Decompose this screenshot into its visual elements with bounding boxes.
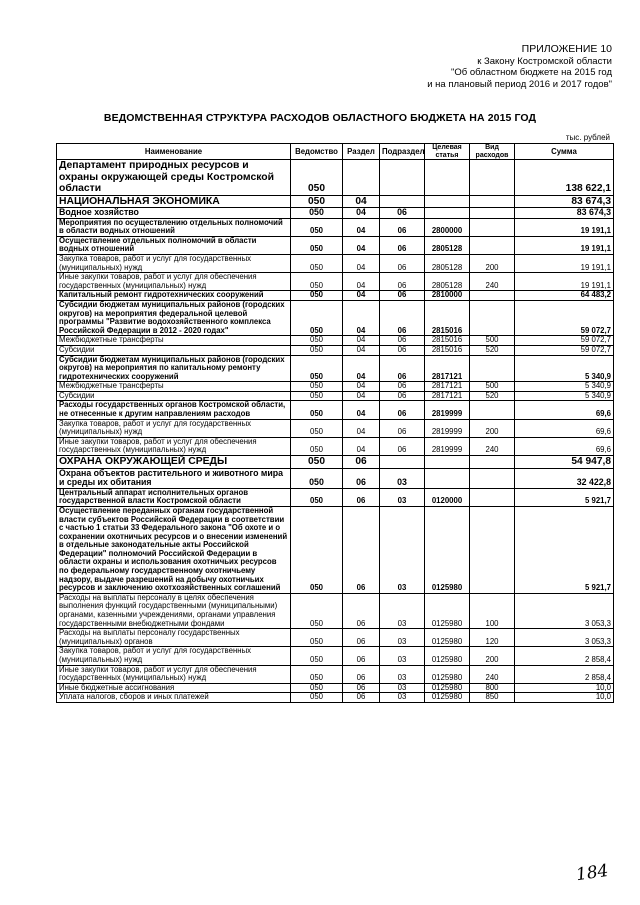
- cell-sum: 83 674,3: [515, 195, 614, 208]
- cell-vr: [470, 208, 515, 219]
- cell-podr: 06: [380, 345, 425, 355]
- cell-razd: 04: [343, 345, 380, 355]
- cell-cs: 2815016: [425, 336, 470, 346]
- cell-vr: 200: [470, 647, 515, 665]
- cell-name: Уплата налогов, сборов и иных платежей: [57, 693, 291, 703]
- cell-sum: 69,6: [515, 401, 614, 419]
- cell-razd: 06: [343, 506, 380, 593]
- cell-name: Центральный аппарат исполнительных органов государственной власти Костромской области: [57, 488, 291, 506]
- cell-podr: 03: [380, 683, 425, 693]
- cell-ved: 050: [291, 488, 343, 506]
- cell-podr: 03: [380, 468, 425, 488]
- law-title-2: и на плановый период 2016 и 2017 годов": [427, 78, 612, 90]
- cell-razd: 06: [343, 629, 380, 647]
- cell-vr: 500: [470, 336, 515, 346]
- cell-cs: 0120000: [425, 488, 470, 506]
- cell-razd: 04: [343, 273, 380, 291]
- budget-table: [56, 143, 614, 703]
- cell-vr: [470, 468, 515, 488]
- cell-ved: 050: [291, 254, 343, 272]
- cell-podr: 06: [380, 419, 425, 437]
- cell-name: Субсидии бюджетам муниципальных районов (городских округов) на мероприятия федеральной целевой программы "Развитие водохозяйственного комплекса Российской Федерации в 2012 - 2020 годах": [57, 300, 291, 335]
- page-number: 184: [574, 860, 610, 886]
- cell-podr: 03: [380, 593, 425, 628]
- cell-ved: 050: [291, 236, 343, 254]
- units-label: тыс. рублей: [565, 133, 610, 142]
- table-row: [57, 647, 614, 665]
- cell-podr: [380, 456, 425, 469]
- cell-cs: 0125980: [425, 665, 470, 683]
- table-header-row: [57, 144, 614, 160]
- cell-razd: 04: [343, 382, 380, 392]
- cell-razd: 04: [343, 236, 380, 254]
- cell-ved: 050: [291, 419, 343, 437]
- cell-ved: 050: [291, 160, 343, 196]
- table-row: [57, 355, 614, 382]
- cell-sum: 69,6: [515, 437, 614, 455]
- cell-razd: [343, 160, 380, 196]
- cell-cs: 2817121: [425, 382, 470, 392]
- cell-name: Субсидии: [57, 391, 291, 401]
- cell-razd: 06: [343, 456, 380, 469]
- cell-ved: 050: [291, 391, 343, 401]
- cell-vr: 200: [470, 419, 515, 437]
- col-header-department: Ведомство: [291, 144, 343, 160]
- cell-podr: 06: [380, 355, 425, 382]
- cell-cs: 0125980: [425, 593, 470, 628]
- cell-cs: 2805128: [425, 236, 470, 254]
- cell-name: Осуществление отдельных полномочий в области водных отношений: [57, 236, 291, 254]
- cell-sum: 69,6: [515, 419, 614, 437]
- cell-ved: 050: [291, 468, 343, 488]
- cell-cs: 0125980: [425, 647, 470, 665]
- cell-podr: 06: [380, 208, 425, 219]
- cell-ved: 050: [291, 195, 343, 208]
- table-row: [57, 195, 614, 208]
- cell-razd: 06: [343, 468, 380, 488]
- cell-podr: 03: [380, 506, 425, 593]
- cell-cs: 0125980: [425, 683, 470, 693]
- cell-razd: 04: [343, 300, 380, 335]
- cell-ved: 050: [291, 300, 343, 335]
- cell-cs: 0125980: [425, 506, 470, 593]
- cell-sum: 2 858,4: [515, 647, 614, 665]
- cell-sum: 2 858,4: [515, 665, 614, 683]
- cell-vr: 800: [470, 683, 515, 693]
- cell-vr: 520: [470, 345, 515, 355]
- cell-podr: [380, 195, 425, 208]
- appendix-header: [427, 44, 612, 90]
- cell-sum: 19 191,1: [515, 273, 614, 291]
- cell-ved: 050: [291, 218, 343, 236]
- cell-vr: [470, 160, 515, 196]
- cell-name: НАЦИОНАЛЬНАЯ ЭКОНОМИКА: [57, 195, 291, 208]
- cell-vr: 100: [470, 593, 515, 628]
- table-row: [57, 160, 614, 196]
- cell-ved: 050: [291, 382, 343, 392]
- cell-sum: 32 422,8: [515, 468, 614, 488]
- cell-sum: 5 340,9: [515, 391, 614, 401]
- cell-razd: 04: [343, 208, 380, 219]
- cell-razd: 04: [343, 336, 380, 346]
- cell-vr: 500: [470, 382, 515, 392]
- cell-name: Межбюджетные трансферты: [57, 336, 291, 346]
- cell-cs: [425, 468, 470, 488]
- cell-vr: 240: [470, 437, 515, 455]
- cell-razd: 04: [343, 437, 380, 455]
- cell-podr: 03: [380, 647, 425, 665]
- cell-podr: 06: [380, 254, 425, 272]
- table-row: [57, 336, 614, 346]
- cell-ved: 050: [291, 506, 343, 593]
- cell-cs: 2819999: [425, 419, 470, 437]
- table-row: [57, 593, 614, 628]
- table-row: [57, 693, 614, 703]
- table-row: [57, 254, 614, 272]
- cell-ved: 050: [291, 401, 343, 419]
- table-row: [57, 291, 614, 301]
- cell-cs: 2805128: [425, 273, 470, 291]
- cell-razd: 04: [343, 218, 380, 236]
- cell-podr: 06: [380, 437, 425, 455]
- cell-podr: 06: [380, 401, 425, 419]
- cell-sum: 3 053,3: [515, 593, 614, 628]
- cell-name: Иные закупки товаров, работ и услуг для обеспечения государственных (муниципальных) нужд: [57, 273, 291, 291]
- table-row: [57, 468, 614, 488]
- table-row: [57, 419, 614, 437]
- table-row: [57, 488, 614, 506]
- table-row: [57, 401, 614, 419]
- table-row: [57, 273, 614, 291]
- cell-vr: 520: [470, 391, 515, 401]
- cell-podr: 06: [380, 291, 425, 301]
- cell-sum: 138 622,1: [515, 160, 614, 196]
- cell-cs: 2810000: [425, 291, 470, 301]
- cell-name: Департамент природных ресурсов и охраны окружающей среды Костромской области: [57, 160, 291, 196]
- col-header-target-article: Целевая статья: [425, 144, 470, 160]
- cell-name: Закупка товаров, работ и услуг для государственных (муниципальных) нужд: [57, 647, 291, 665]
- cell-vr: 200: [470, 254, 515, 272]
- cell-cs: 2819999: [425, 401, 470, 419]
- cell-podr: 03: [380, 693, 425, 703]
- cell-podr: [380, 160, 425, 196]
- cell-name: Иные закупки товаров, работ и услуг для обеспечения государственных (муниципальных) нужд: [57, 665, 291, 683]
- cell-razd: 04: [343, 291, 380, 301]
- cell-ved: 050: [291, 456, 343, 469]
- cell-razd: 04: [343, 355, 380, 382]
- cell-vr: 850: [470, 693, 515, 703]
- cell-vr: [470, 355, 515, 382]
- col-header-sum: Сумма: [515, 144, 614, 160]
- cell-name: Иные бюджетные ассигнования: [57, 683, 291, 693]
- table-row: [57, 236, 614, 254]
- col-header-section: Раздел: [343, 144, 380, 160]
- col-header-name: Наименование: [57, 144, 291, 160]
- cell-cs: [425, 456, 470, 469]
- cell-name: Субсидии: [57, 345, 291, 355]
- cell-razd: 06: [343, 665, 380, 683]
- cell-podr: 06: [380, 382, 425, 392]
- cell-sum: 59 072,7: [515, 300, 614, 335]
- cell-name: ОХРАНА ОКРУЖАЮЩЕЙ СРЕДЫ: [57, 456, 291, 469]
- table-row: [57, 456, 614, 469]
- cell-name: Капитальный ремонт гидротехнических сооружений: [57, 291, 291, 301]
- cell-cs: 2819999: [425, 437, 470, 455]
- cell-name: Расходы государственных органов Костромской области, не отнесенные к другим направлениям расходов: [57, 401, 291, 419]
- cell-cs: [425, 208, 470, 219]
- cell-razd: 04: [343, 254, 380, 272]
- cell-cs: 0125980: [425, 629, 470, 647]
- cell-sum: 83 674,3: [515, 208, 614, 219]
- cell-cs: 2815016: [425, 300, 470, 335]
- cell-sum: 19 191,1: [515, 218, 614, 236]
- cell-vr: [470, 236, 515, 254]
- cell-sum: 5 921,7: [515, 506, 614, 593]
- table-row: [57, 345, 614, 355]
- cell-cs: 0125980: [425, 693, 470, 703]
- cell-sum: 5 921,7: [515, 488, 614, 506]
- cell-ved: 050: [291, 291, 343, 301]
- cell-cs: 2800000: [425, 218, 470, 236]
- cell-vr: [470, 456, 515, 469]
- cell-podr: 06: [380, 273, 425, 291]
- cell-vr: [470, 218, 515, 236]
- cell-sum: 5 340,9: [515, 382, 614, 392]
- cell-vr: [470, 195, 515, 208]
- cell-sum: 59 072,7: [515, 345, 614, 355]
- law-reference: к Закону Костромской области: [477, 55, 612, 67]
- cell-sum: 3 053,3: [515, 629, 614, 647]
- table-row: [57, 629, 614, 647]
- cell-name: Осуществление переданных органам государственной власти субъектов Российской Федерации в соответствии с частью 1 статьи 33 Федерального закона "Об охоте и о сохранении охотничьих ресурсов и о внесении изменений в отдельные законодательные акты Российской Федерации" полномочий Российской Федерации в области охраны и использования охотничьих ресурсов по федеральному государственному охотничьему надзору, выдаче разрешений на добычу охотничьих ресурсов и заключению охотхозяйственных соглашений: [57, 506, 291, 593]
- cell-podr: 03: [380, 665, 425, 683]
- cell-name: Иные закупки товаров, работ и услуг для обеспечения государственных (муниципальных) нужд: [57, 437, 291, 455]
- cell-cs: 2817121: [425, 391, 470, 401]
- law-title-1: "Об областном бюджете на 2015 год: [451, 67, 612, 78]
- cell-podr: 06: [380, 300, 425, 335]
- col-header-expense-type: Вид расходов: [470, 144, 515, 160]
- cell-cs: 2817121: [425, 355, 470, 382]
- cell-podr: 06: [380, 236, 425, 254]
- appendix-number: ПРИЛОЖЕНИЕ 10: [521, 43, 612, 55]
- cell-podr: 06: [380, 391, 425, 401]
- cell-name: Водное хозяйство: [57, 208, 291, 219]
- table-row: [57, 437, 614, 455]
- cell-ved: 050: [291, 683, 343, 693]
- cell-ved: 050: [291, 665, 343, 683]
- document-title: ВЕДОМСТВЕННАЯ СТРУКТУРА РАСХОДОВ ОБЛАСТНОГО БЮДЖЕТА НА 2015 ГОД: [103, 112, 537, 124]
- cell-sum: 10,0: [515, 683, 614, 693]
- cell-podr: 06: [380, 336, 425, 346]
- cell-name: Субсидии бюджетам муниципальных районов (городских округов) на мероприятия по капитальному ремонту гидротехнических сооружений: [57, 355, 291, 382]
- cell-cs: [425, 160, 470, 196]
- cell-name: Закупка товаров, работ и услуг для государственных (муниципальных) нужд: [57, 419, 291, 437]
- cell-razd: 04: [343, 195, 380, 208]
- cell-podr: 03: [380, 488, 425, 506]
- cell-vr: 240: [470, 665, 515, 683]
- cell-razd: 06: [343, 693, 380, 703]
- cell-ved: 050: [291, 336, 343, 346]
- cell-ved: 050: [291, 647, 343, 665]
- cell-sum: 19 191,1: [515, 236, 614, 254]
- cell-vr: [470, 488, 515, 506]
- table-row: [57, 665, 614, 683]
- cell-razd: 06: [343, 647, 380, 665]
- cell-ved: 050: [291, 437, 343, 455]
- cell-razd: 06: [343, 683, 380, 693]
- cell-sum: 59 072,7: [515, 336, 614, 346]
- table-row: [57, 506, 614, 593]
- cell-name: Закупка товаров, работ и услуг для государственных (муниципальных) нужд: [57, 254, 291, 272]
- cell-razd: 04: [343, 419, 380, 437]
- cell-cs: 2815016: [425, 345, 470, 355]
- cell-ved: 050: [291, 593, 343, 628]
- cell-sum: 64 483,2: [515, 291, 614, 301]
- table-row: [57, 208, 614, 219]
- cell-ved: 050: [291, 693, 343, 703]
- cell-ved: 050: [291, 208, 343, 219]
- cell-name: Расходы на выплаты персоналу государственных (муниципальных) органов: [57, 629, 291, 647]
- table-row: [57, 382, 614, 392]
- cell-name: Мероприятия по осуществлению отдельных полномочий в области водных отношений: [57, 218, 291, 236]
- cell-sum: 19 191,1: [515, 254, 614, 272]
- cell-podr: 06: [380, 218, 425, 236]
- cell-sum: 54 947,8: [515, 456, 614, 469]
- cell-vr: [470, 291, 515, 301]
- cell-ved: 050: [291, 629, 343, 647]
- cell-razd: 04: [343, 401, 380, 419]
- cell-razd: 06: [343, 593, 380, 628]
- cell-podr: 03: [380, 629, 425, 647]
- cell-name: Расходы на выплаты персоналу в целях обеспечения выполнения функций государственными (муниципальными) органами, казенными учреждениями, органами управления государственными внебюджетными фондами: [57, 593, 291, 628]
- cell-ved: 050: [291, 355, 343, 382]
- cell-vr: 120: [470, 629, 515, 647]
- cell-cs: 2805128: [425, 254, 470, 272]
- col-header-subsection: Подраздел: [380, 144, 425, 160]
- cell-name: Охрана объектов растительного и животного мира и среды их обитания: [57, 468, 291, 488]
- cell-cs: [425, 195, 470, 208]
- cell-razd: 04: [343, 391, 380, 401]
- table-row: [57, 218, 614, 236]
- cell-razd: 06: [343, 488, 380, 506]
- cell-sum: 10,0: [515, 693, 614, 703]
- cell-ved: 050: [291, 345, 343, 355]
- cell-sum: 5 340,9: [515, 355, 614, 382]
- table-row: [57, 300, 614, 335]
- cell-ved: 050: [291, 273, 343, 291]
- cell-vr: [470, 300, 515, 335]
- cell-name: Межбюджетные трансферты: [57, 382, 291, 392]
- cell-vr: [470, 506, 515, 593]
- cell-vr: 240: [470, 273, 515, 291]
- cell-vr: [470, 401, 515, 419]
